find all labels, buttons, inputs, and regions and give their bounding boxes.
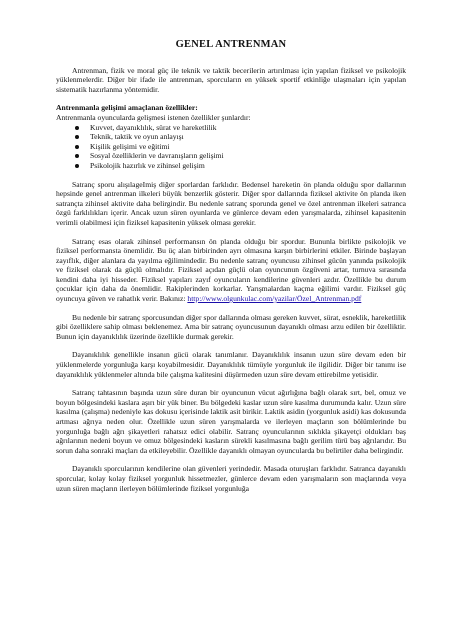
bullet-icon: [75, 126, 79, 130]
page-title: GENEL ANTRENMAN: [175, 39, 287, 50]
list-item: Kişilik gelişimi ve eğitimi: [56, 142, 406, 152]
section-heading: Antrenmanla gelişimi amaçlanan özellikler:: [56, 103, 198, 113]
section-subheading: Antrenmanla oyuncularda gelişmesi istenen özellikler şunlardır:: [56, 112, 251, 122]
paragraph-performance-text: Satranç esas olarak zihinsel performansın ön planda olduğu bir spordur. Bununla birlikte psikolojik ve fiziksel performansta önemlidir. Bu üç alan birbirinden ayrı olmasına karşın birbirlerini etkiler. Birinde başlayan zayıflık, diğer alanlara da yayılma eğilimindedir. Bu nedenle satranç oyuncusu zihinsel gücün yanında psikolojik ve fiziksel olarak da güçlü olmalıdır. Fiziksel açıdan güçlü olan oyuncunun özgüveni artar, turnuva sırasında kendini daha iyi hisseder. Fiziksel yapıları zayıf oyuncuların kendilerine güvenleri azdır. Özellikle bu durum çocuklar için daha da önemlidir. Rakiplerinden korkarlar. Yarışmalardan kaçma eğilimi vardır. Fiziksel güç oyuncuya güven ve rahatlık verir. Bakınız:: [56, 236, 406, 304]
intro-paragraph: Antrenman, fizik ve moral güç ile teknik ve taktik becerilerin artırılması için yapılan fiziksel ve psikolojik yüklenmelerdir. Diğer bir ifade ile antrenman, sporcuların en yüksek sportif etkinliğe ulaşmaları için yapılan sistematik hazırlanma yöntemidir.: [56, 65, 406, 94]
bullet-icon: [75, 154, 79, 158]
list-item: Sosyal özelliklerin ve davranışların gelişimi: [56, 151, 406, 161]
bullet-icon: [75, 164, 79, 168]
paragraph-confidence: Dayanıklı sporcularının kendilerine olan güvenleri yerindedir. Masada oturuşları farklıdır. Satranca dayanıklı sporcular, kolay kolay fiziksel yorgunluk hissetmezler, günlerce devam eden yarışmaların son maçlarında veya uzun süren maçların ilerleyen bölümlerinde fiziksel yorgunluğa: [56, 464, 406, 493]
list-item: Kuvvet, dayanıklılık, sürat ve hareketlilik: [56, 123, 406, 133]
feature-list: [56, 123, 406, 171]
bullet-icon: [75, 135, 79, 139]
paragraph-endurance-need: Bu nedenle bir satranç sporcusundan diğer spor dallarında olması gereken kuvvet, sürat, esneklik, hareketlilik gibi özelliklere sahip olması beklenemez. Ama bir satranç oyuncusunun dayanıklı olması arzu edilen bir özelliktir. Bunun için dayanıklılık üzerinde özellikle durmak gerekir.: [56, 312, 406, 341]
bullet-icon: [75, 145, 79, 149]
list-item: Teknik, taktik ve oyun anlayışı: [56, 132, 406, 142]
paragraph-performance: [56, 237, 406, 304]
paragraph-chess-sport: Satranç sporu alışılageImiş diğer sporlardan farklıdır. Bedensel hareketin ön planda olduğu spor dallarının hepsinde genel antrenman ilkeleri büyük benzerlik gösterir. Diğer spor dallarında fiziksel aktivite ön planda iken satrançta zihinsel aktivite daha belirgindir. Bu nedenle satranç sporunda genel ve özel antrenman ilkeleri satranca özgü farklılıkları içerir. Ancak uzun süren oyunlarda ve günlerce devam eden yarışmalarda, zihinsel kapasitenin verimli olabilmesi için fiziksel kapasitenin yüksek olması gerekir.: [56, 179, 406, 227]
paragraph-endurance-definition: Dayanıklılık genellikle insanın gücü olarak tanımlanır. Dayanıklılık insanın uzun süre devam eden bir yüklenmelerde yorgunluğa karşı koyabilmesidir. Dayanıklılık tümüyle yorgunluk ile ilgilidir. Diğer bir tanımı ise dayanıklılık yüklenmeler altında bile çalışma kalitesini düşürmeden uzun süre devam ettirebilme yetisidir.: [56, 350, 406, 379]
reference-link[interactable]: http://www.olgunkulac.com/yazilar/Özel_Antrenman.pdf: [187, 294, 362, 304]
list-item: Psikolojik hazırlık ve zihinsel gelişim: [56, 161, 406, 171]
document-page: [56, 40, 406, 502]
paragraph-muscle-fatigue: Satranç tahtasının başında uzun süre duran bir oyuncunun vücut ağırlığına bağlı olarak sırt, bel, omuz ve boyun bölgesindeki kaslara aşırı bir yük biner. Bu bölgedeki kaslar uzun süre kasılma durumunda kalır. Uzun süre kasılma (çalışma) nedeniyle kas dokusu içerisinde laktik asit birikir. Laktik asidin (yorgunluk asidi) kas dokusunda artması ağrıya neden olur. Özellikle uzun süren yarışmalarda ve ilerleyen maçların son bölümlerinde bu yorgunluğa bağlı ağrı şikayetleri rahatsız edici olabilir. Satranç oyuncularının sıklıkla şikayetçi oldukları baş ağrılarının nedeni boyun ve omuz bölgesindeki kasların sürekli kasılmasına bağlı gerilim türü baş ağrılarıdır. Bu sorun daha sonraki maçları da etkileyebilir. Özellikle dayanıklı olmayan oyuncularda bu belirtiler daha belirgindir.: [56, 388, 406, 455]
